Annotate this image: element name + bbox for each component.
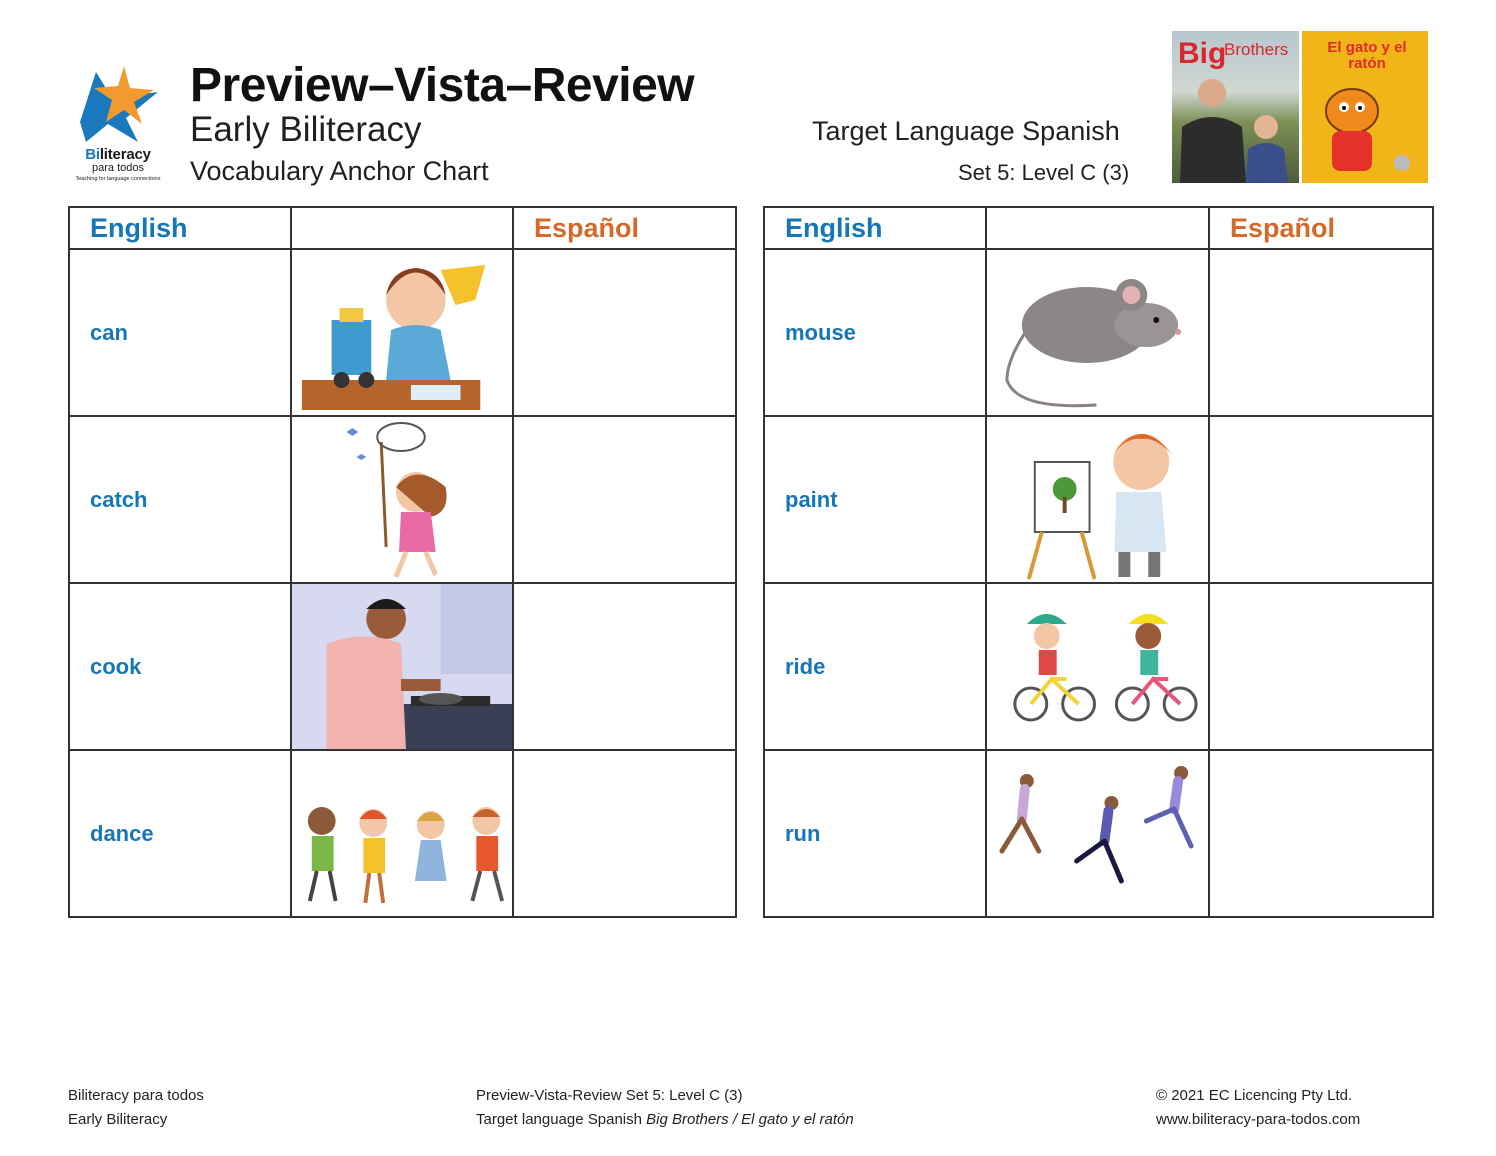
footer-right xyxy=(1156,1084,1360,1132)
cover-title-big: Big xyxy=(1178,37,1227,70)
man-cooking-image xyxy=(291,583,513,750)
english-word: run xyxy=(764,750,986,917)
english-word: cook xyxy=(69,583,291,750)
table-row xyxy=(764,583,1433,750)
english-word: ride xyxy=(764,583,986,750)
footer-program: Early Biliteracy xyxy=(68,1111,168,1128)
boy-painting-image xyxy=(986,416,1209,583)
footer-target-info: Target language Spanish Big Brothers / El gato y el ratón xyxy=(476,1111,854,1128)
logo-tagline: Teaching for language connections xyxy=(75,176,161,182)
table-row xyxy=(69,583,736,750)
chart-name: Vocabulary Anchor Chart xyxy=(190,156,489,186)
vocab-table-right xyxy=(763,206,1434,918)
table-row xyxy=(764,750,1433,917)
footer-copyright: © 2021 EC Licencing Pty Ltd. xyxy=(1156,1087,1353,1104)
cover-title-el-gato: El gato y el ratón xyxy=(1327,39,1407,72)
children-dancing-image xyxy=(291,750,513,917)
espanol-cell[interactable] xyxy=(1209,249,1433,416)
table-row xyxy=(69,416,736,583)
footer-brand: Biliteracy para todos xyxy=(68,1087,204,1104)
logo-subline: para todos xyxy=(92,162,144,174)
english-word: paint xyxy=(764,416,986,583)
espanol-cell[interactable] xyxy=(513,416,736,583)
page-title: Preview–Vista–Review xyxy=(190,59,695,112)
footer-center xyxy=(476,1084,854,1132)
book-cover-big-brothers xyxy=(1172,31,1299,183)
cover-title-brothers: Brothers xyxy=(1224,40,1289,59)
grey-mouse-image xyxy=(986,249,1209,416)
english-word: dance xyxy=(69,750,291,917)
espanol-cell[interactable] xyxy=(513,750,736,917)
footer-left xyxy=(68,1084,204,1132)
children-riding-bikes-image xyxy=(986,583,1209,750)
star-logo-icon xyxy=(66,62,170,146)
espanol-cell[interactable] xyxy=(513,583,736,750)
english-word: catch xyxy=(69,416,291,583)
footer-website-link[interactable]: www.biliteracy-para-todos.com xyxy=(1156,1111,1361,1128)
girl-trophy-robot-image xyxy=(291,249,513,416)
header-espanol: Español xyxy=(513,207,736,249)
cat-illustration-icon xyxy=(1302,31,1428,183)
biliteracy-logo xyxy=(66,62,170,186)
header-english: English xyxy=(69,207,291,249)
header-picture xyxy=(986,207,1209,249)
people-running-image xyxy=(986,750,1209,917)
espanol-cell[interactable] xyxy=(1209,416,1433,583)
target-language: Target Language Spanish xyxy=(812,116,1120,146)
espanol-cell[interactable] xyxy=(1209,750,1433,917)
table-row xyxy=(69,249,736,416)
table-row xyxy=(764,416,1433,583)
table-row xyxy=(764,249,1433,416)
brothers-photo-icon xyxy=(1172,31,1299,183)
espanol-cell[interactable] xyxy=(513,249,736,416)
vocab-table-left xyxy=(68,206,737,918)
english-word: mouse xyxy=(764,249,986,416)
english-word: can xyxy=(69,249,291,416)
page-subtitle: Early Biliteracy xyxy=(190,110,422,149)
set-level: Set 5: Level C (3) xyxy=(958,160,1130,185)
logo-wordmark: Biliteracy xyxy=(85,146,151,163)
espanol-cell[interactable] xyxy=(1209,583,1433,750)
header-english: English xyxy=(764,207,986,249)
table-row xyxy=(69,750,736,917)
header-picture xyxy=(291,207,513,249)
footer-set-info: Preview-Vista-Review Set 5: Level C (3) xyxy=(476,1087,743,1104)
book-cover-el-gato xyxy=(1302,31,1428,183)
header-espanol: Español xyxy=(1209,207,1433,249)
girl-butterfly-net-image xyxy=(291,416,513,583)
